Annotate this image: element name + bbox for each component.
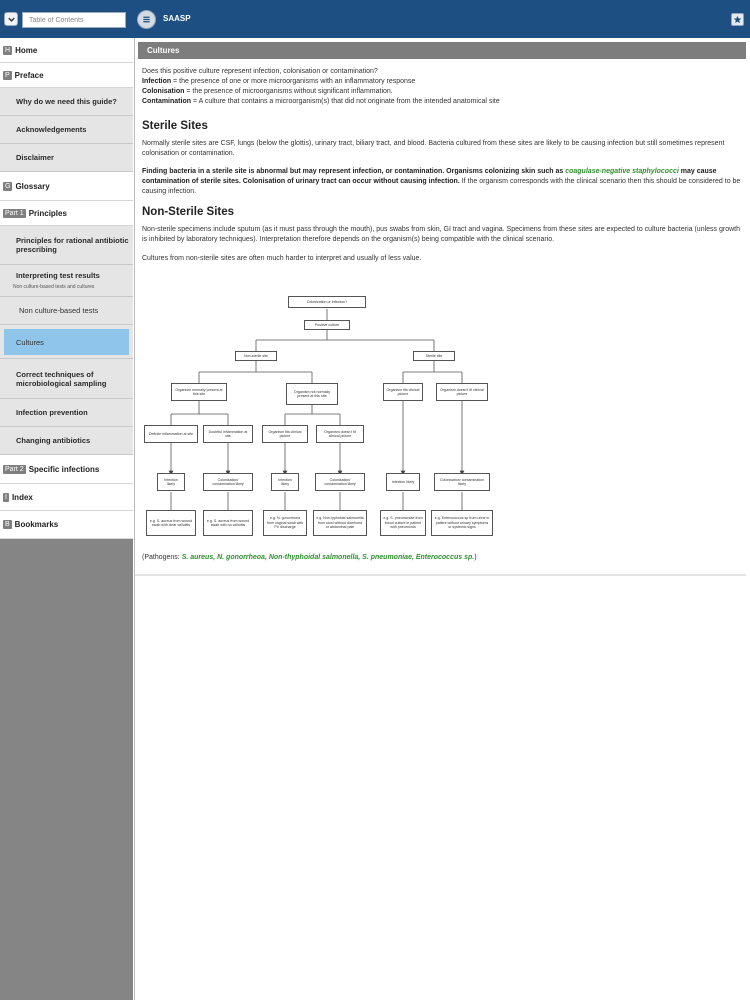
node-root: Colonization or Infection? [288, 296, 366, 308]
definition-contamination [142, 97, 742, 107]
chevron-down-icon[interactable] [4, 12, 18, 26]
tag-part2: Part 2 [5, 465, 24, 473]
nonsterile-paragraph-2: Cultures from non-sterile sites are often much harder to interpret and usually of less value. [142, 255, 422, 262]
plain-text: If the organism corresponds with the clinical scenario then this should be considered to be causing infection. [142, 178, 741, 195]
node-org-not-normal: Organism not normally present at this site [286, 383, 338, 405]
sidebar-item-preface[interactable] [0, 63, 133, 88]
nonsterile-paragraph-1: Non-sterile specimens include sputum (as it must pass through the mouth), pus swabs from skin, GI tract and vagina. Specimens from these sites are expected to culture bacteria (unless growth is inhibited by laboratory techniques). Interpretation therefore depends on the organism(s) being compatible with the clinical scenario. [142, 226, 740, 243]
pathogens-prefix: (Pathogens: [142, 554, 182, 561]
sidebar-item-cultures[interactable] [0, 325, 133, 359]
node-non-sterile: Non-sterile site [235, 351, 277, 361]
app-title: SAASP [163, 14, 191, 23]
node-outcome: Colonisation/ contamination likely [203, 473, 253, 491]
sidebar-item-note: Non culture-based tests and cultures [13, 284, 95, 290]
sidebar-item-interpreting[interactable] [0, 265, 133, 297]
heading-non-sterile-sites: Non-Sterile Sites [142, 206, 235, 218]
heading-sterile-sites: Sterile Sites [142, 120, 208, 132]
sidebar-item-principles-rational[interactable] [0, 226, 133, 265]
sidebar-item-label: Why do we need this guide? [16, 97, 117, 106]
sidebar-item-home[interactable] [0, 38, 133, 63]
sidebar-item-label: Bookmarks [14, 520, 59, 529]
definition-colonisation [142, 87, 742, 97]
tag-index: I [5, 493, 7, 501]
sidebar-item-label: Cultures [16, 337, 44, 347]
node-example: e.g. S. pneumoniae from blood culture in patient with pneumonia [380, 510, 426, 536]
tag-home: H [5, 46, 11, 54]
sidebar-item-label: Infection prevention [16, 408, 88, 417]
sidebar-item-changing-antibiotics[interactable] [0, 427, 133, 455]
bold-text: may cause contamination of sterile sites. Colonisation of urinary tract can occur without causing infection. [142, 168, 717, 185]
node-org-fits-mid: Organism fits clinical picture [262, 425, 308, 443]
sidebar-item-why-guide[interactable] [0, 88, 133, 116]
term: Colonisation [142, 88, 185, 95]
sidebar-item-label: Non culture-based tests [19, 306, 99, 315]
section-title: Cultures [138, 42, 746, 59]
sidebar-item-infection-prevention[interactable] [0, 399, 133, 427]
intro-question: Does this positive culture represent infection, colonisation or contamination? [142, 68, 378, 75]
sidebar-item-label: Disclaimer [16, 153, 54, 162]
green-term: coagulase-negative staphylococci [565, 168, 679, 175]
sidebar-item-label: Principles for rational antibiotic prescribing [16, 236, 129, 254]
sidebar-item-label: Specific infections [28, 464, 100, 474]
node-org-normal: Organism normally present at this site [171, 383, 227, 401]
node-example: e.g. Enterococcus sp from urine in patient without urinary symptoms or systemic signs [431, 510, 493, 536]
sidebar-item-label: Interpreting test results [16, 271, 100, 280]
term: Contamination [142, 98, 191, 105]
pathogens-note [142, 554, 477, 561]
node-example: e.g. N. gonorrhoea from vaginal swab with PV discharge [263, 510, 307, 536]
bold-text: Finding bacteria in a sterile site is abnormal but may represent infection, or contamination. Organisms colonizing skin such as [142, 168, 566, 175]
sidebar-item-label: Glossary [15, 181, 50, 191]
node-example: e.g. S. aureus from wound swab with no cellulitis [203, 510, 253, 536]
node-positive-culture: Positive culture [304, 320, 350, 330]
node-sterile: Sterile site [413, 351, 455, 361]
sidebar-item-label: Index [11, 492, 33, 502]
sidebar-item-label: Home [15, 45, 38, 55]
node-example: e.g. S. aureus from wound swab with clear cellulitis [146, 510, 196, 536]
definition-text: = A culture that contains a microorganism(s) that did not originate from the intended anatomical site [191, 98, 500, 105]
node-org-doesnt-fit-mid: Organism doesn't fit clinical picture [316, 425, 364, 443]
term: Infection [142, 78, 172, 85]
definition-infection [142, 77, 742, 87]
node-outcome: Infection likely [386, 473, 420, 491]
sidebar-item-cultures-highlight [4, 329, 129, 355]
content-bottom-border [135, 574, 746, 576]
sidebar-list [0, 38, 133, 539]
sidebar-item-non-culture[interactable] [0, 297, 133, 325]
content-pane [134, 38, 750, 1000]
node-outcome: Colonisation/ contamination likely [434, 473, 490, 491]
sidebar-item-label: Acknowledgements [16, 125, 87, 134]
node-definite-inflammation: Definite inflammation at site [144, 425, 198, 443]
tag-part1: Part 1 [5, 209, 24, 217]
sidebar-item-index[interactable] [0, 484, 133, 511]
node-outcome: Infection likely [157, 473, 185, 491]
sidebar-item-label: Preface [14, 70, 44, 80]
node-doubtful-inflammation: Doubtful inflammation at site [203, 425, 253, 443]
sterile-paragraph-2 [142, 167, 742, 197]
sidebar-item-label: Principles [28, 208, 67, 218]
pathogens-suffix: ) [474, 554, 477, 561]
table-of-contents-input[interactable] [22, 12, 126, 28]
sidebar-item-label: Changing antibiotics [16, 436, 91, 445]
node-outcome: Infection likely [271, 473, 299, 491]
article [142, 67, 742, 264]
tag-bookmarks: B [5, 521, 10, 528]
sidebar-item-sampling[interactable] [0, 359, 133, 399]
sidebar-item-bookmarks[interactable] [0, 511, 133, 539]
sidebar-item-disclaimer[interactable] [0, 144, 133, 172]
node-example: e.g. Non-typhoidal salmonella from stool without diarrhoea or abdominal pain [313, 510, 367, 536]
star-icon[interactable] [731, 13, 744, 26]
node-outcome: Colonisation/ contamination likely [315, 473, 365, 491]
node-org-doesnt-fit: Organism doesn't fit clinical picture [436, 383, 488, 401]
sidebar [0, 38, 133, 1000]
sidebar-item-part1[interactable] [0, 201, 133, 226]
sidebar-item-glossary[interactable] [0, 172, 133, 201]
sidebar-item-acknowledgements[interactable] [0, 116, 133, 144]
sterile-paragraph-1: Normally sterile sites are CSF, lungs (below the glottis), urinary tract, biliary tract, and blood. Bacteria cultured from these sites are likely to be causing infection but still sometimes represent colonisation or contamination. [142, 140, 725, 157]
definition-text: = the presence of microorganisms without significant inflammation. [184, 88, 393, 95]
menu-icon[interactable] [137, 10, 156, 29]
definition-text: = the presence of one or more microorganisms with an inflammatory response [171, 78, 416, 85]
sidebar-item-label: Correct techniques of microbiological sampling [16, 369, 107, 388]
tag-glossary: G [5, 182, 11, 190]
node-org-fits: Organism fits clinical picture [383, 383, 423, 401]
top-bar [0, 0, 750, 38]
sidebar-item-part2[interactable] [0, 455, 133, 484]
pathogens-list: S. aureus, N. gonorrheoa, Non-thyphoidal salmonella, S. pneumoniae, Enterococcus sp. [181, 554, 475, 561]
tag-preface: P [5, 71, 10, 79]
